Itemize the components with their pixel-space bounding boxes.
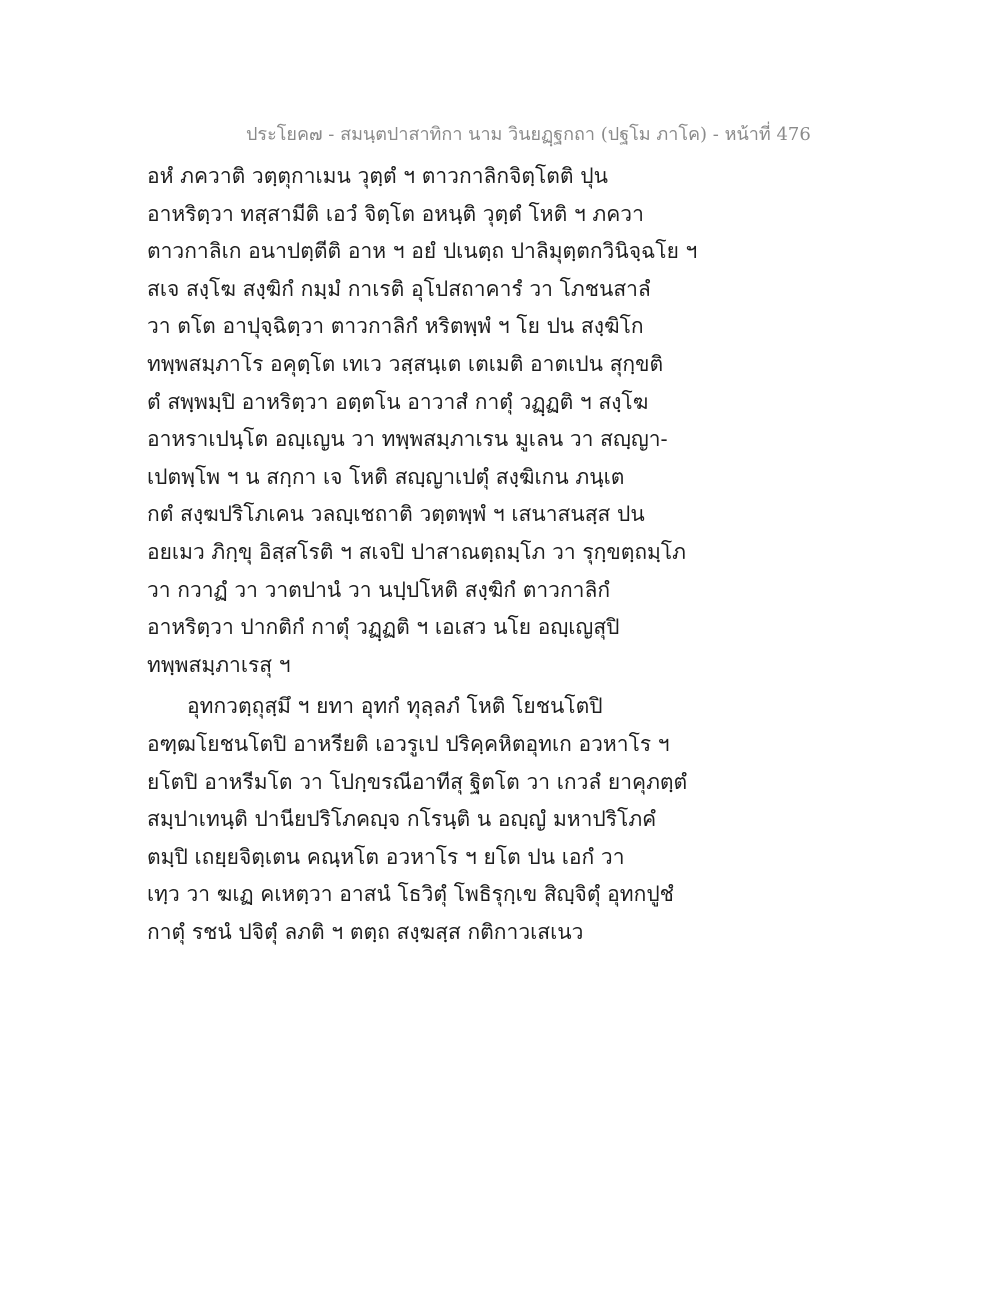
text-line: วา ตโต อาปุจฺฉิตฺวา ตาวกาลิกํ หริตพฺพํ ฯ โย ปน สงฺฆิโก [147,314,644,339]
text-line: อุทกวตฺถุสฺมึ ฯ ยทา อุทกํ ทุลฺลภํ โหติ โยชนโตปิ [187,694,603,719]
text-line: ทพฺพสมฺภาเรสุ ฯ [147,652,291,677]
text-line: เปตพฺโพ ฯ น สกฺกา เจ โหติ สญฺญาเปตุํ สงฺฆิเกน ภนฺเต [147,464,625,489]
running-header: ประโยค๗ - สมนฺตปาสาทิกา นาม วินยฏฺฐกถา (ปฐโม ภาโค) - หน้าที่ 476 [246,124,811,145]
text-line: กตํ สงฺฆปริโภเคน วลญฺเชถาติ วตฺตพฺพํ ฯ เสนาสนสฺส ปน [147,502,645,527]
text-line: อฑฺฒโยชนโตปิ อาหรียติ เอวรูเป ปริคฺคหิตอุทเก อวหาโร ฯ [147,731,670,756]
text-line: วา กวาฏํ วา วาตปานํ วา นปฺปโหติ สงฺฆิกํ ตาวกาลิกํ [147,577,611,602]
text-line: เทฺว วา ฆเฏ คเหตฺวา อาสนํ โธวิตุํ โพธิรุกฺเข สิญฺจิตุํ อุทกปูชํ [147,882,674,907]
text-line: ยโตปิ อาหรีมโต วา โปกฺขรณีอาทีสุ ฐิตโต วา เกวลํ ยาคุภตฺตํ [147,769,688,794]
text-line: สเจ สงฺโฆ สงฺฆิกํ กมฺมํ กาเรติ อุโปสถาคารํ วา โภชนสาลํ [147,276,651,301]
text-line: อหํ ภควาติ วตฺตุกาเมน วุตฺตํ ฯ ตาวกาลิกจิตฺโตติ ปุน [147,164,608,188]
text-line: ทพฺพสมฺภาโร อคุตฺโต เทเว วสฺสนฺเต เตเมติ อาตเปน สุกฺขติ [147,351,664,376]
text-line: อาหราเปนฺโต อญฺเญน วา ทพฺพสมฺภาเรน มูเลน วา สญฺญา- [147,427,668,452]
text-line: สมฺปาเทนฺติ ปานียปริโภคญฺจ กโรนฺติ น อญฺญํ มหาปริโภคํ [147,807,657,832]
paragraph-1 [147,158,767,684]
text-line: ตาวกาลิเก อนาปตฺตีติ อาห ฯ อยํ ปเนตฺถ ปาลิมุตฺตกวินิจฺฉโย ฯ [147,239,698,264]
text-line: กาตุํ รชนํ ปจิตุํ ลภติ ฯ ตตฺถ สงฺฆสฺส กติกาวเสเนว [147,919,584,944]
text-line: อาหริตฺวา ทสฺสามีติ เอวํ จิตฺโต อหนฺติ วุตฺตํ โหติ ฯ ภควา [147,201,644,226]
paragraph-2 [147,688,767,951]
text-line: ตมฺปิ เถยฺยจิตฺเตน คณฺหโต อวหาโร ฯ ยโต ปน เอกํ วา [147,844,625,869]
text-line: อยเมว ภิกฺขุ อิสฺสโรติ ฯ สเจปิ ปาสาณตฺถมฺโภ วา รุกฺขตฺถมฺโภ [147,539,687,564]
body-text [147,158,767,951]
text-line: อาหริตฺวา ปากติกํ กาตุํ วฏฺฏติ ฯ เอเสว นโย อญฺเญสุปิ [147,615,620,640]
text-line: ตํ สพฺพมฺปิ อาหริตฺวา อตฺตโน อาวาสํ กาตุํ วฏฺฏติ ฯ สงฺโฆ [147,389,649,414]
